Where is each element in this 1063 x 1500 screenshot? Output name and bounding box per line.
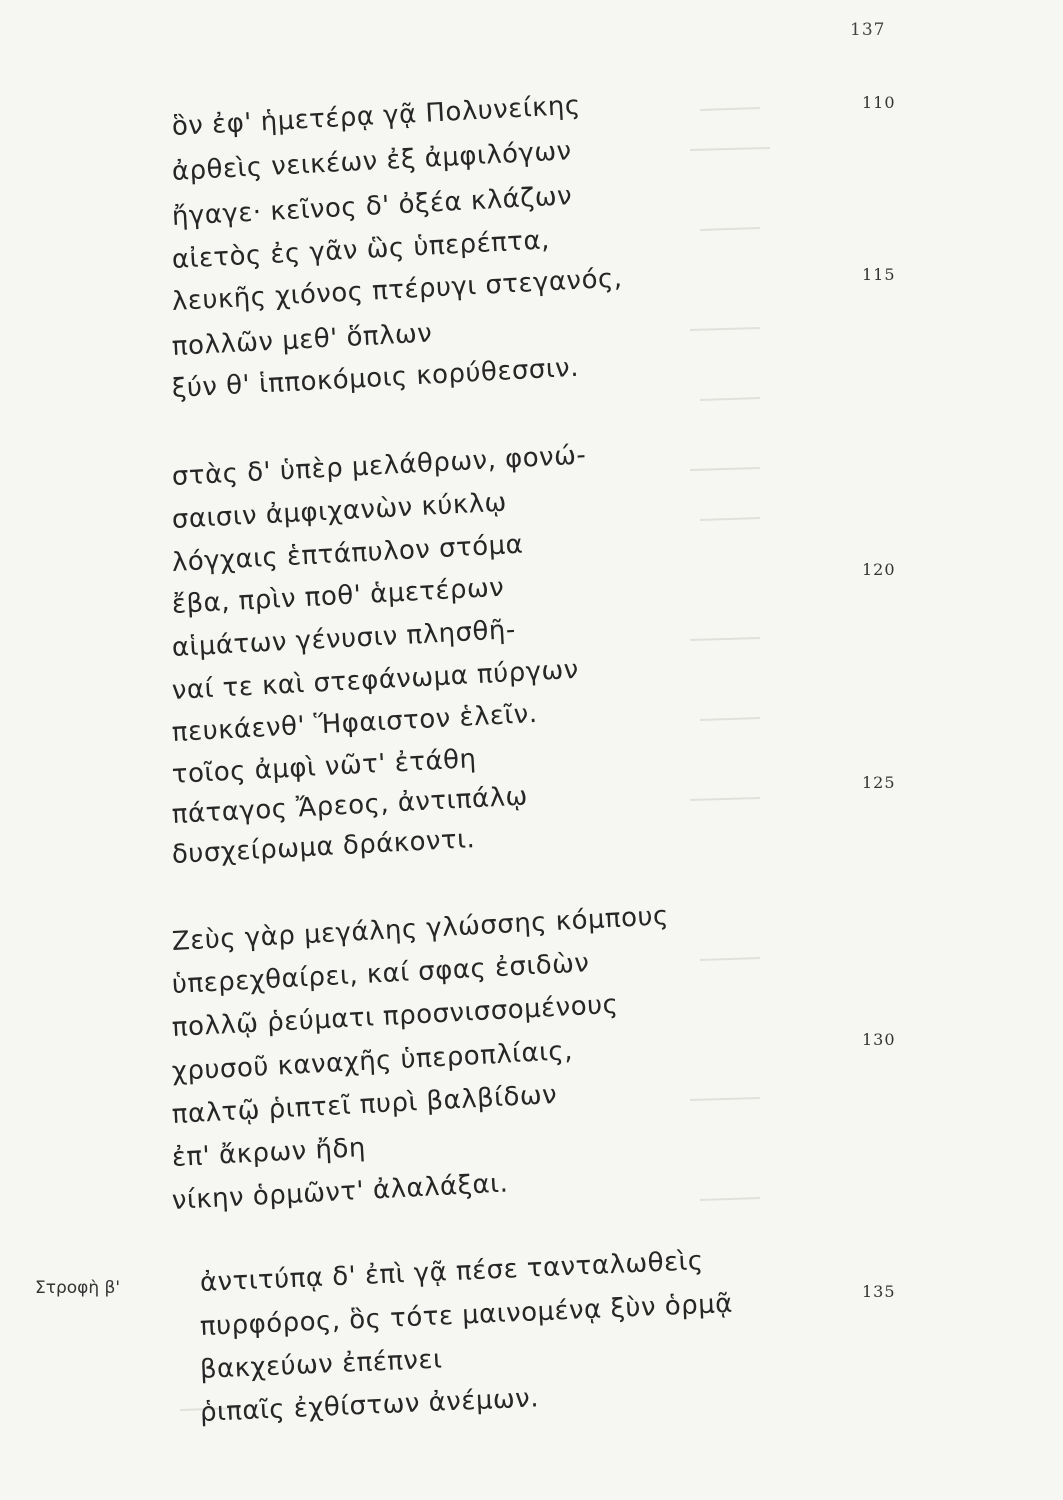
line-number-110: 110 — [862, 93, 896, 112]
page-number: 137 — [850, 20, 886, 40]
verse-line: ῥιπαῖς ἐχθίστων ἀνέμων. — [199, 1383, 540, 1428]
line-number-125: 125 — [862, 773, 896, 792]
verse-line: δυσχείρωμα δράκοντι. — [171, 824, 476, 870]
verse-line: νίκην ὁρμῶντ' ἀλαλάξαι. — [171, 1168, 509, 1216]
verse-line: αἰετὸς ἐς γᾶν ὣς ὑπερέπτα, — [171, 225, 551, 275]
verse-line: ἔβα, πρὶν ποθ' ἁμετέρων — [171, 572, 506, 620]
verse-line: ἐπ' ἄκρων ἤδη — [171, 1132, 367, 1173]
verse-line: βακχεύων ἐπέπνει — [199, 1344, 443, 1385]
line-number-135: 135 — [862, 1282, 896, 1301]
verse-line: πυρφόρος, ὃς τότε μαινομένᾳ ξὺν ὁρμᾷ — [199, 1288, 734, 1342]
verse-line: αἱμάτων γένυσιν πλησθῆ- — [171, 615, 517, 663]
verse-line: ἀρθεὶς νεικέων ἐξ ἀμφιλόγων — [171, 136, 573, 187]
verse-line: παλτῷ ῥιπτεῖ πυρὶ βαλβίδων — [171, 1079, 558, 1130]
verse-line: ἤγαγε· κεῖνος δ' ὀξέα κλάζων — [171, 181, 573, 232]
line-number-120: 120 — [862, 560, 896, 579]
verse-line: πολλῷ ῥεύματι προσνισσομένους — [171, 989, 620, 1043]
verse-line: ὑπερεχθαίρει, καί σφας ἐσιδὼν — [171, 948, 591, 1000]
verse-line: λευκῆς χιόνος πτέρυγι στεγανός, — [171, 263, 624, 317]
verse-line: πευκάενθ' Ἥφαιστον ἑλεῖν. — [171, 698, 539, 748]
verse-line: στὰς δ' ὑπὲρ μελάθρων, φονώ- — [171, 440, 587, 492]
verse-line: σαισιν ἀμφιχανὼν κύκλῳ — [171, 487, 508, 535]
verse-line: χρυσοῦ καναχῆς ὑπεροπλίαις, — [171, 1036, 574, 1087]
verse-line: ξύν θ' ἱπποκόμοις κορύθεσσιν. — [171, 352, 580, 404]
verse-line: πάταγος Ἄρεος, ἀντιπάλῳ — [171, 781, 529, 830]
verse-line: ναί τε καὶ στεφάνωμα πύργων — [171, 654, 580, 706]
verse-line: τοῖος ἀμφὶ νῶτ' ἐτάθη — [171, 744, 478, 790]
line-number-130: 130 — [862, 1030, 896, 1049]
line-number-115: 115 — [862, 265, 896, 284]
verse-line: πολλῶν μεθ' ὅπλων — [171, 318, 433, 362]
verse-line: Ζεὺς γὰρ μεγάλης γλώσσης κόμπους — [171, 900, 670, 957]
verse-line: λόγχαις ἑπτάπυλον στόμα — [171, 529, 524, 578]
verse-line: ὃν ἐφ' ἡμετέρᾳ γᾷ Πολυνείκης — [171, 90, 582, 142]
strophe-label: Στροφὴ β' — [35, 1278, 121, 1298]
verse-line: ἀντιτύπᾳ δ' ἐπὶ γᾷ πέσε τανταλωθεὶς — [199, 1246, 705, 1298]
